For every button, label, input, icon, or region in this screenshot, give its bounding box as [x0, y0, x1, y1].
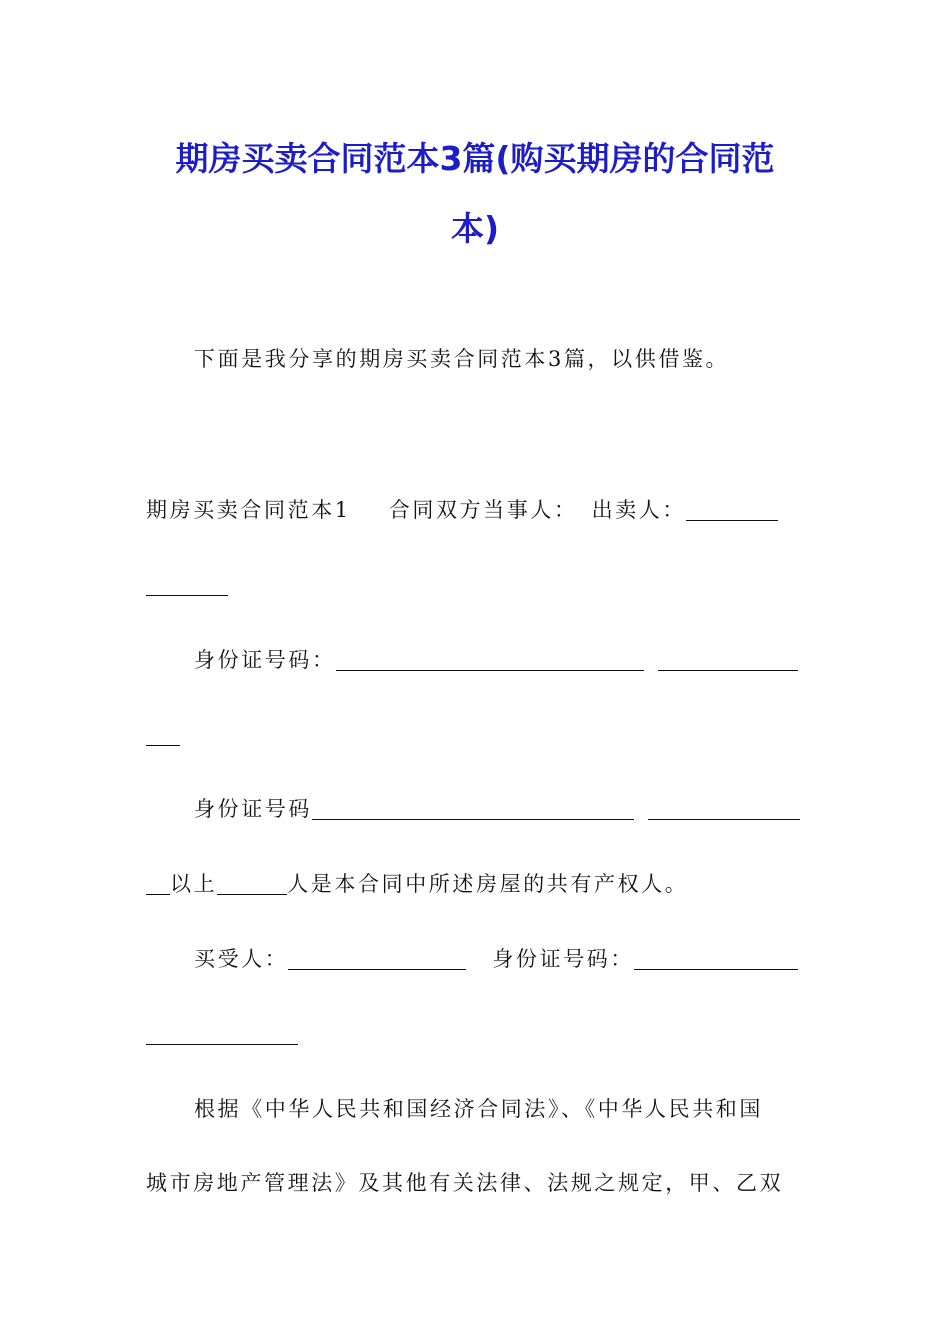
- seller-label: 出卖人：: [591, 498, 686, 522]
- intro-paragraph: 下面是我分享的期房买卖合同范本3篇，以供借鉴。: [194, 347, 730, 371]
- coowner-count-blank[interactable]: [217, 872, 287, 895]
- coowners-row: [146, 869, 688, 899]
- buyer-id-blank-cont[interactable]: [146, 1022, 298, 1045]
- document-title-line-1: 期房买卖合同范本3篇(购买期房的合同范: [175, 139, 775, 178]
- seller-id-row: [194, 645, 798, 675]
- buyer-row: [194, 944, 798, 974]
- seller-id-cont-row: [146, 720, 180, 750]
- seller-id-blank-extra[interactable]: [658, 648, 798, 671]
- coowner-id-label: 身份证号码: [194, 797, 312, 821]
- seller-blank-cont-row: [146, 570, 228, 600]
- buyer-id-cont-row: [146, 1019, 298, 1049]
- coowner-id-blank[interactable]: [312, 797, 634, 820]
- coowner-id-blank-cont[interactable]: [146, 872, 170, 895]
- seller-id-blank[interactable]: [336, 648, 644, 671]
- coowner-id-blank-extra[interactable]: [648, 797, 800, 820]
- coowner-id-row: [194, 794, 800, 824]
- buyer-blank[interactable]: [288, 947, 466, 970]
- buyer-id-blank[interactable]: [634, 947, 798, 970]
- seller-blank-cont[interactable]: [146, 573, 228, 596]
- above-prefix: 以上: [170, 872, 218, 896]
- seller-id-label: 身份证号码：: [194, 648, 336, 672]
- seller-blank[interactable]: [686, 498, 778, 521]
- document-title-line-2: 本): [450, 209, 500, 248]
- seller-id-blank-cont[interactable]: [146, 723, 180, 746]
- basis-line-1: 根据《中华人民共和国经济合同法》、《中华人民共和国: [194, 1097, 763, 1121]
- buyer-id-label: 身份证号码：: [492, 947, 635, 971]
- coowners-text: 人是本合同中所述房屋的共有产权人。: [287, 872, 689, 896]
- basis-line-2: 城市房地产管理法》及其他有关法律、法规之规定，甲、乙双: [146, 1171, 784, 1195]
- buyer-label: 买受人：: [194, 947, 289, 971]
- contract1-header-row: [146, 495, 778, 525]
- contract1-heading: 期房买卖合同范本1: [146, 498, 351, 522]
- parties-label: 合同双方当事人：: [388, 498, 578, 522]
